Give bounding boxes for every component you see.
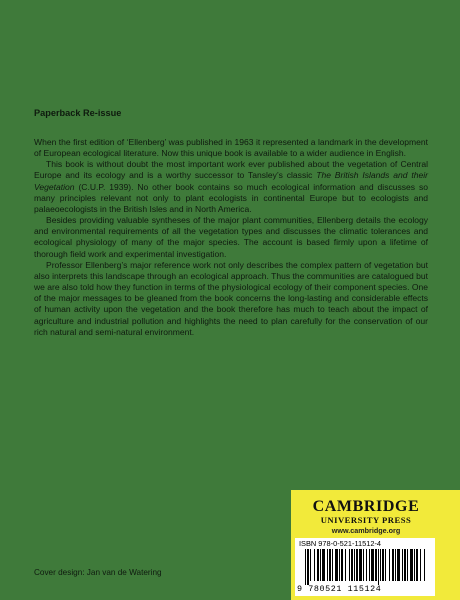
publisher-press: UNIVERSITY PRESS: [320, 515, 412, 525]
barcode-panel: [295, 538, 435, 596]
reissue-heading: Paperback Re-issue: [34, 108, 122, 118]
blurb-paragraph: Besides providing valuable syntheses of the major plant communities, Ellenberg details the ecology and environmental requirements of all the vegetation types and discusses the climatic tolerances and ecological physiology of many of the major species. The account is based firmly upon a lifetime of thorough field work and experimental investigation.: [34, 215, 428, 259]
blurb-text: [34, 137, 428, 338]
barcode-icon: [305, 549, 427, 585]
blurb-paragraph: When the first edition of ‘Ellenberg’ was published in 1963 it represented a landmark in the development of European ecological literature. Now this unique book is available to a wider audience in English.: [34, 137, 428, 159]
cover-design-credit: Cover design: Jan van de Watering: [34, 568, 162, 577]
publisher-name: CAMBRIDGE: [312, 498, 420, 515]
blurb-paragraph: This book is without doubt the most important work ever published about the vegetation of Central Europe and its ecology and is a worthy successor to Tansley’s classic The British Islands and their Vegetation (C.U.P. 1939). No other book contains so much ecological information and discusses so many principles relevant not only to plant ecologists in continental Europe but to ecologists and palaeoecologists in the British Isles and in North America.: [34, 159, 428, 214]
blurb-paragraph: Professor Ellenberg’s major reference work not only describes the complex pattern of vegetation but also interprets this landscape through an ecological approach. Thus the communities are catalogued but we are also told how they function in terms of the physiological ecology of their component species. One of the major messages to be gleaned from the book concerns the long-lasting and considerable effects of human activity upon the vegetation and the book therefore has much to teach about the impact of agriculture and industrial pollution and highlights the need to plan carefully for the conservation of our rich natural and semi-natural environment.: [34, 259, 428, 337]
isbn-number: ISBN 978-0-521-11512-4: [299, 539, 382, 548]
publisher-box: [291, 490, 460, 600]
barcode-number: 9 780521 115124: [297, 584, 382, 594]
publisher-url: www.cambridge.org: [331, 526, 401, 535]
book-title-italic: The British Islands and their Vegetation: [34, 170, 428, 192]
